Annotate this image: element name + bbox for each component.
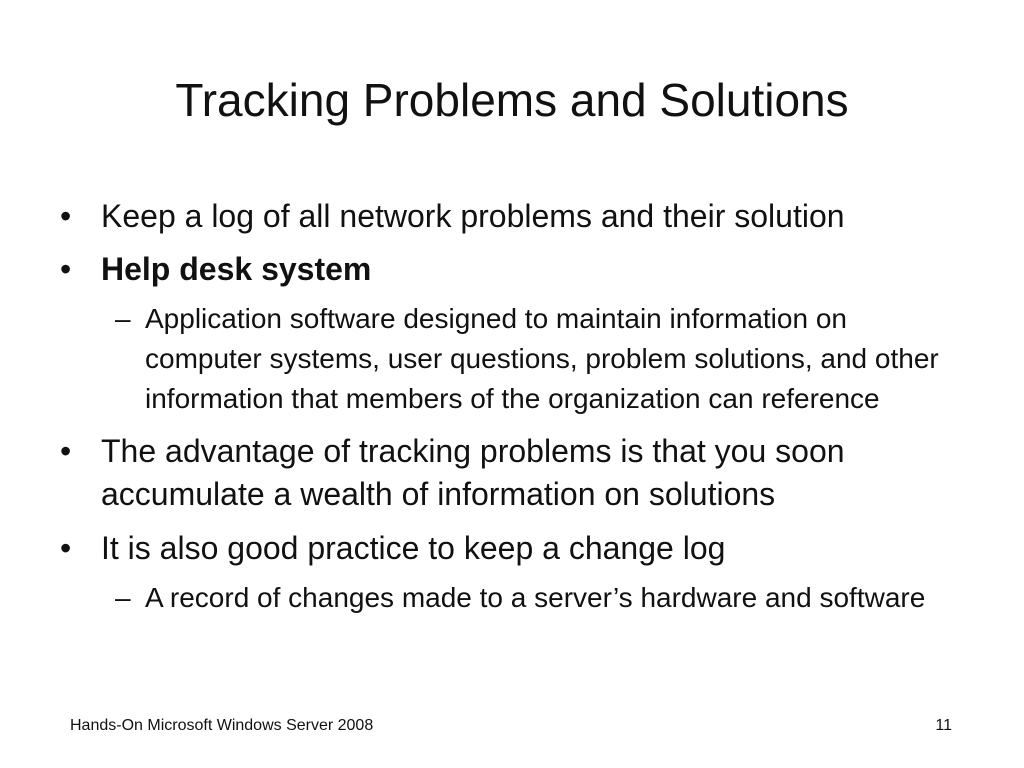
footer-course-title: Hands-On Microsoft Windows Server 2008 (70, 717, 374, 734)
sub-bullet-text: Application software designed to maintain information on computer systems, user questions, problem solutions, and other information that members of the organization can reference (145, 303, 939, 414)
bullet-marker: • (60, 530, 72, 566)
sub-bullet-marker: – (115, 582, 131, 613)
bullet-text: It is also good practice to keep a change log (101, 530, 726, 566)
slide-body (60, 195, 970, 618)
footer-page-number: 11 (935, 717, 952, 734)
sub-bullet-item (115, 578, 970, 618)
bullet-item (60, 248, 970, 291)
bullet-marker: • (60, 251, 72, 287)
bullet-item (60, 527, 970, 570)
bullet-item (60, 430, 970, 516)
sub-bullet-marker: – (115, 303, 131, 334)
bullet-item (60, 195, 970, 238)
bullet-marker: • (60, 198, 72, 234)
bullet-marker: • (60, 433, 72, 469)
bullet-text: Keep a log of all network problems and their solution (101, 198, 845, 234)
sub-bullet-text: A record of changes made to a server’s hardware and software (145, 582, 926, 613)
bullet-text: Help desk system (101, 251, 372, 287)
bullet-text: The advantage of tracking problems is that you soon accumulate a wealth of information on solutions (101, 433, 845, 512)
sub-bullet-item (115, 299, 970, 419)
slide-title: Tracking Problems and Solutions (175, 74, 849, 126)
